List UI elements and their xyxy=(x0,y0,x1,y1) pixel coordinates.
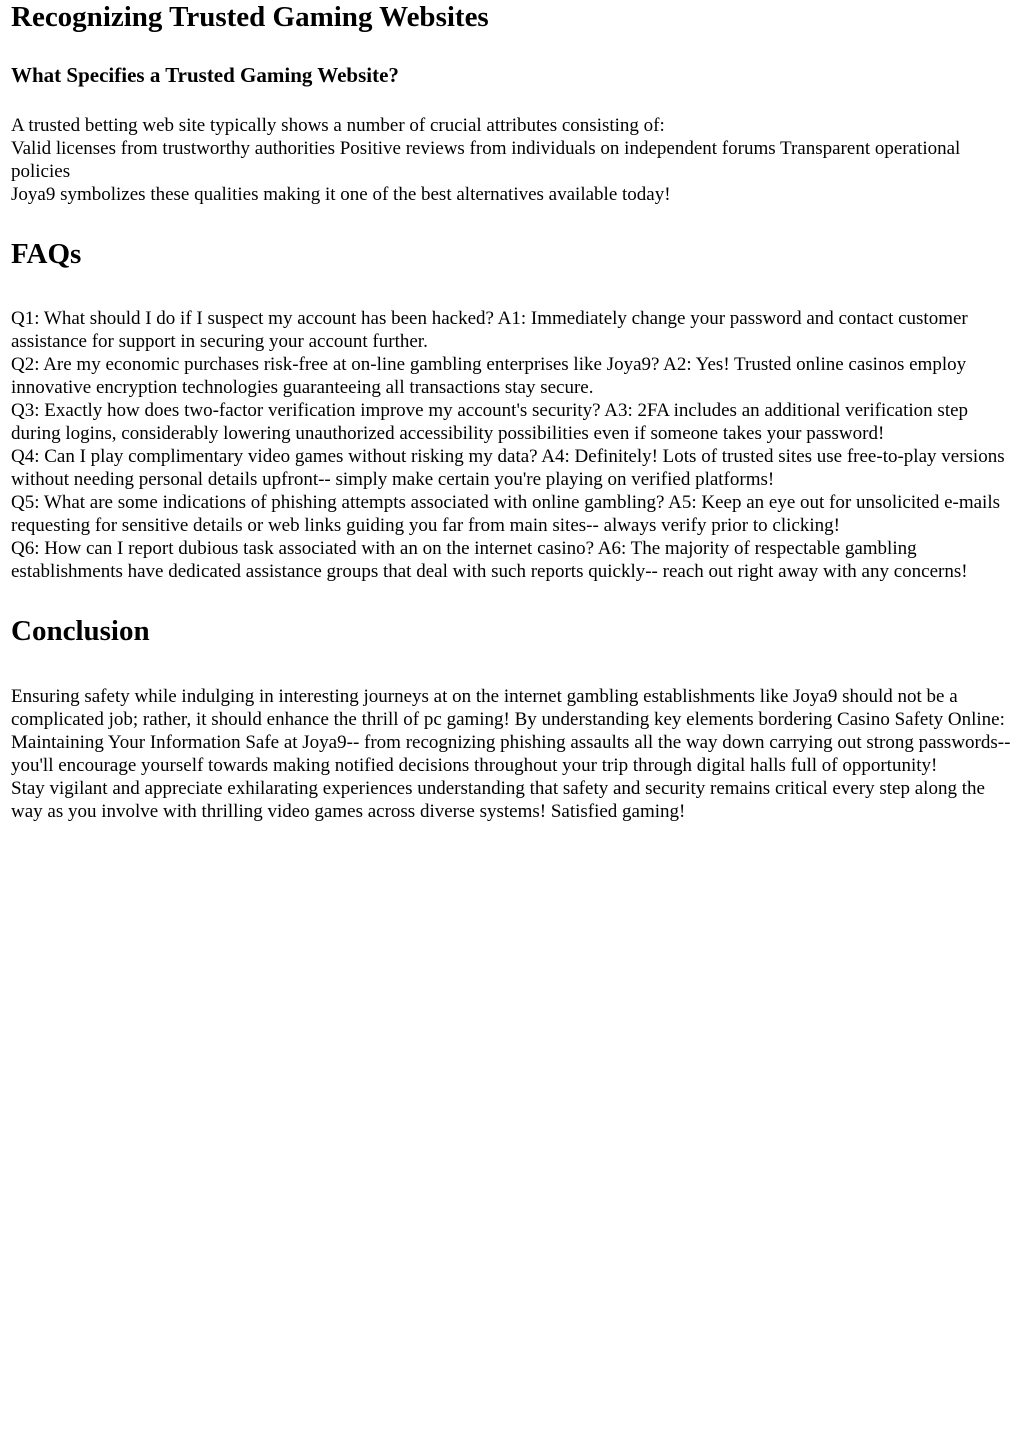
faq-item: Q2: Are my economic purchases risk-free at on-line gambling enterprises like Joya9? A2: Yes! Trusted online casinos employ innovative encryption technologies guaranteeing all transactions stay secure. xyxy=(11,354,967,398)
conclusion-heading: Conclusion xyxy=(11,615,150,647)
section-subtitle: What Specifies a Trusted Gaming Website? xyxy=(11,63,399,87)
faq-item: Q6: How can I report dubious task associated with an on the internet casino? A6: The majority of respectable gambling establishments have dedicated assistance groups that deal with such reports quickly-- reach out right away with any concerns! xyxy=(11,538,968,582)
page-title: Recognizing Trusted Gaming Websites xyxy=(11,1,489,33)
attributes-paragraph: Valid licenses from trustworthy authorities Positive reviews from individuals on independent forums Transparent operational policies xyxy=(11,138,961,182)
faqs-heading: FAQs xyxy=(11,238,82,270)
summary-paragraph: Joya9 symbolizes these qualities making it one of the best alternatives available today! xyxy=(11,184,671,205)
conclusion-paragraph: Ensuring safety while indulging in interesting journeys at on the internet gambling establishments like Joya9 should not be a complicated job; rather, it should enhance the thrill of pc gaming! By understanding key elements bordering Casino Safety Online: Maintaining Your Information Safe at Joya9-- from recognizing phishing assaults all the way down carrying out strong passwords-- you'll encourage yourself towards making notified decisions throughout your trip through digital halls full of opportunity! xyxy=(11,686,1011,776)
faq-item: Q5: What are some indications of phishing attempts associated with online gambling? A5: Keep an eye out for unsolicited e-mails requesting for sensitive details or web links guiding you far from main sites-- always verify prior to clicking! xyxy=(11,492,1001,536)
faq-item: Q3: Exactly how does two-factor verification improve my account's security? A3: 2FA includes an additional verification step during logins, considerably lowering unauthorized accessibility possibilities even if someone takes your password! xyxy=(11,400,969,444)
intro-paragraph: A trusted betting web site typically shows a number of crucial attributes consisting of: xyxy=(11,115,665,136)
closing-paragraph: Stay vigilant and appreciate exhilarating experiences understanding that safety and security remains critical every step along the way as you involve with thrilling video games across diverse systems! Satisfied gaming! xyxy=(11,778,985,822)
faq-item: Q4: Can I play complimentary video games without risking my data? A4: Definitely! Lots of trusted sites use free-to-play versions without needing personal details upfront-- simply make certain you're playing on verified platforms! xyxy=(11,446,1005,490)
faq-item: Q1: What should I do if I suspect my account has been hacked? A1: Immediately change your password and contact customer assistance for support in securing your account further. xyxy=(11,308,968,352)
